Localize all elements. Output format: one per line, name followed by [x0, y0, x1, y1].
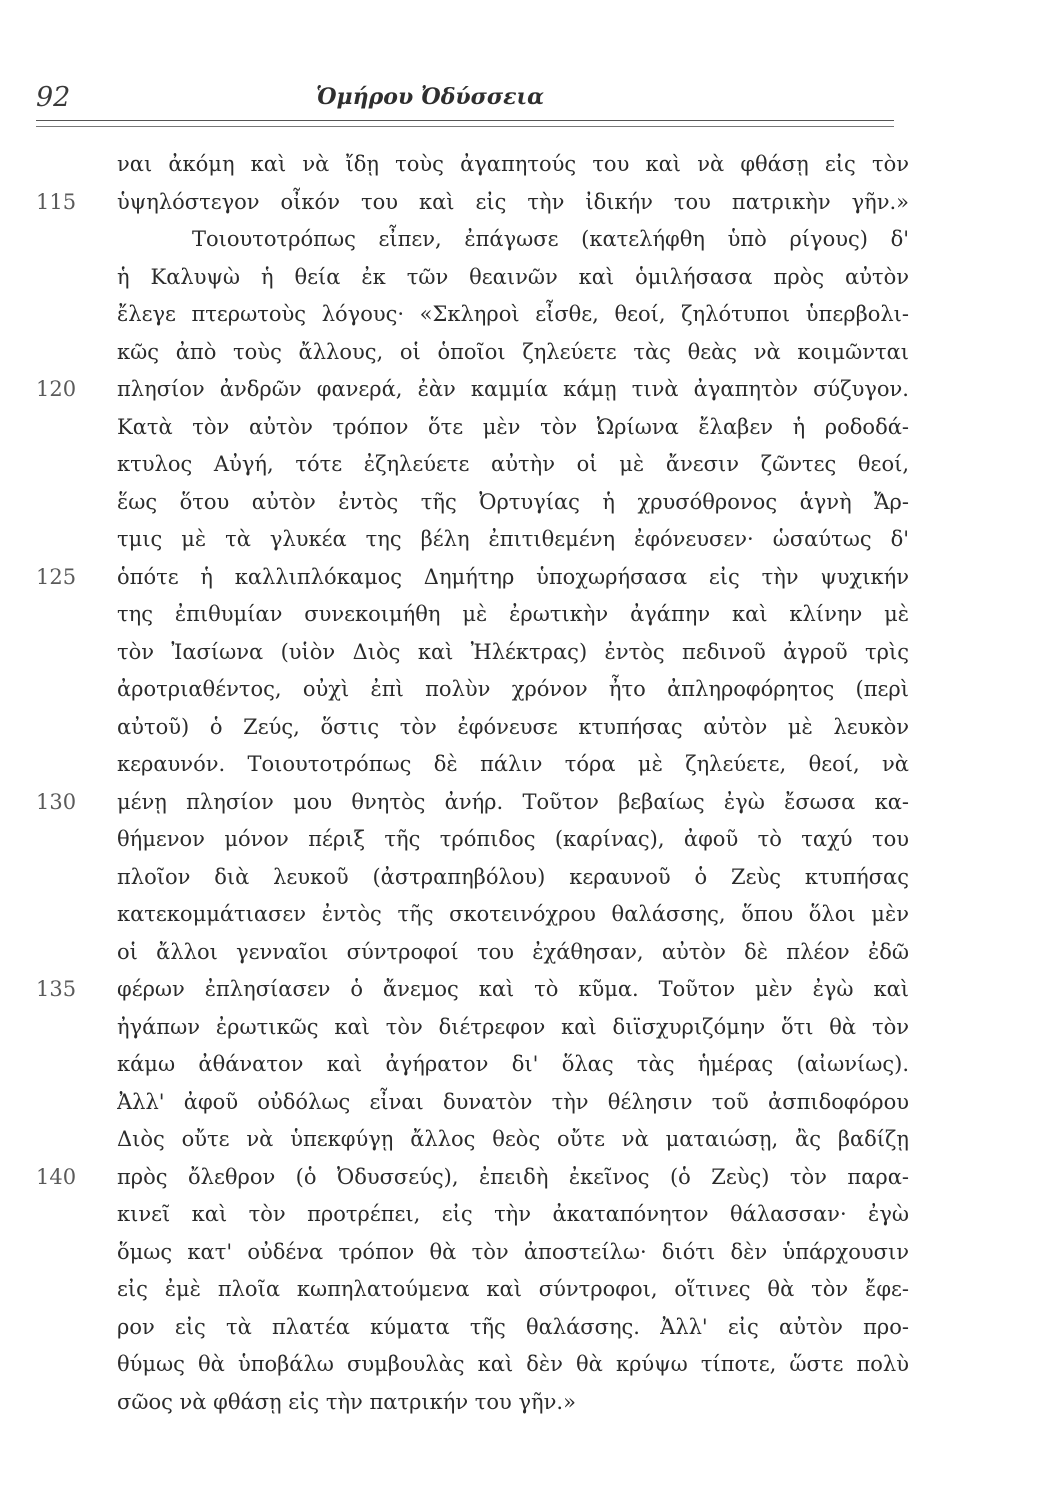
text-line: ἠγάπων ἐρωτικῶς καὶ τὸν διέτρεφον καὶ διϊσχυριζόμην ὅτι θὰ τὸν — [117, 1015, 909, 1039]
text-line: σῶος νὰ φθάσῃ εἰς τὴν πατρικήν του γῆν.» — [117, 1390, 576, 1414]
text-line: κτυλος Αὐγή, τότε ἐζηλεύετε αὐτὴν οἱ μὲ ἄνεσιν ζῶντες θεοί, — [117, 452, 909, 476]
text-line: οἱ ἄλλοι γενναῖοι σύντροφοί του ἐχάθησαν, αὐτὸν δὲ πλέον ἐδῶ — [117, 940, 909, 964]
text-line: Ἀλλ' ἀφοῦ οὐδόλως εἶναι δυνατὸν τὴν θέλησιν τοῦ ἀσπιδοφόρου — [117, 1090, 909, 1114]
text-line: πλησίον ἀνδρῶν φανερά, ἐὰν καμμία κάμῃ τινὰ ἀγαπητὸν σύζυγον. — [117, 377, 909, 401]
text-line: κινεῖ καὶ τὸν προτρέπει, εἰς τὴν ἀκαταπόνητον θάλασσαν· ἐγὼ — [117, 1202, 909, 1226]
header-rule-thin — [36, 126, 894, 127]
text-line: ἕως ὅτου αὐτὸν ἐντὸς τῆς Ὀρτυγίας ἡ χρυσόθρονος ἁγνὴ Ἄρ- — [117, 490, 909, 514]
text-line: ἡ Καλυψὼ ἡ θεία ἐκ τῶν θεαινῶν καὶ ὁμιλήσασα πρὸς αὐτὸν — [117, 265, 909, 289]
text-line: κῶς ἀπὸ τοὺς ἄλλους, οἱ ὁποῖοι ζηλεύετε τὰς θεὰς νὰ κοιμῶνται — [117, 340, 909, 364]
line-number: 140 — [36, 1165, 77, 1189]
text-line: κατεκομμάτιασεν ἐντὸς τῆς σκοτεινόχρου θαλάσσης, ὅπου ὅλοι μὲν — [117, 902, 909, 926]
text-line: ὑψηλόστεγον οἶκόν του καὶ εἰς τὴν ἰδικήν του πατρικὴν γῆν.» — [117, 190, 909, 214]
header-rule — [36, 120, 894, 121]
text-line: κεραυνόν. Τοιουτοτρόπως δὲ πάλιν τόρα μὲ ζηλεύετε, θεοί, νὰ — [117, 752, 909, 776]
text-line: ὅμως κατ' οὐδένα τρόπον θὰ τὸν ἀποστείλω· διότι δὲν ὑπάρχουσιν — [117, 1240, 909, 1264]
text-line: ἀροτριαθέντος, οὐχὶ ἐπὶ πολὺν χρόνον ἦτο ἀπληροφόρητος (περὶ — [117, 677, 909, 701]
text-line: ὁπότε ἡ καλλιπλόκαμος Δημήτηρ ὑποχωρήσασα εἰς τὴν ψυχικήν — [117, 565, 909, 589]
text-line: ρον εἰς τὰ πλατέα κύματα τῆς θαλάσσης. Ἀλλ' εἰς αὐτὸν προ- — [117, 1315, 909, 1339]
line-number: 125 — [36, 565, 77, 589]
text-line: αὐτοῦ) ὁ Ζεύς, ὅστις τὸν ἐφόνευσε κτυπήσας αὐτὸν μὲ λευκὸν — [117, 715, 909, 739]
line-number: 130 — [36, 790, 77, 814]
text-line: ἔλεγε πτερωτοὺς λόγους· «Σκληροὶ εἶσθε, θεοί, ζηλότυποι ὑπερβολι- — [117, 302, 909, 326]
text-line: πλοῖον διὰ λευκοῦ (ἀστραπηβόλου) κεραυνοῦ ὁ Ζεὺς κτυπήσας — [117, 865, 909, 889]
page-number: 92 — [36, 82, 71, 113]
page-header — [36, 82, 894, 122]
text-line: κάμω ἀθάνατον καὶ ἀγήρατον δι' ὅλας τὰς ἡμέρας (αἰωνίως). — [117, 1052, 909, 1076]
line-number: 115 — [36, 190, 77, 214]
line-number: 135 — [36, 977, 77, 1001]
text-line: της ἐπιθυμίαν συνεκοιμήθη μὲ ἐρωτικὴν ἀγάπην καὶ κλίνην μὲ — [117, 602, 909, 626]
text-line: ναι ἀκόμη καὶ νὰ ἴδῃ τοὺς ἀγαπητούς του καὶ νὰ φθάσῃ εἰς τὸν — [117, 152, 909, 176]
text-line: θήμενον μόνον πέριξ τῆς τρόπιδος (καρίνας), ἀφοῦ τὸ ταχύ του — [117, 827, 909, 851]
line-number: 120 — [36, 377, 77, 401]
text-line: Κατὰ τὸν αὐτὸν τρόπον ὅτε μὲν τὸν Ὠρίωνα ἔλαβεν ἡ ροδοδά- — [117, 415, 909, 439]
text-line: τμις μὲ τὰ γλυκέα της βέλη ἐπιτιθεμένη ἐφόνευσεν· ὡσαύτως δ' — [117, 527, 909, 551]
text-line: πρὸς ὄλεθρον (ὁ Ὀδυσσεύς), ἐπειδὴ ἐκεῖνος (ὁ Ζεὺς) τὸν παρα- — [117, 1165, 909, 1189]
text-line: Διὸς οὔτε νὰ ὑπεκφύγῃ ἄλλος θεὸς οὔτε νὰ ματαιώσῃ, ἂς βαδίζῃ — [117, 1127, 909, 1151]
text-line: φέρων ἐπλησίασεν ὁ ἄνεμος καὶ τὸ κῦμα. Τοῦτον μὲν ἐγὼ καὶ — [117, 977, 909, 1001]
running-title: Ὁμήρου Ὀδύσσεια — [316, 84, 545, 110]
text-line: εἰς ἐμὲ πλοῖα κωπηλατούμενα καὶ σύντροφοι, οἵτινες θὰ τὸν ἔφε- — [117, 1277, 909, 1301]
text-line: θύμως θὰ ὑποβάλω συμβουλὰς καὶ δὲν θὰ κρύψω τίποτε, ὥστε πολὺ — [117, 1352, 909, 1376]
text-line: μένῃ πλησίον μου θνητὸς ἀνήρ. Τοῦτον βεβαίως ἐγὼ ἔσωσα κα- — [117, 790, 909, 814]
text-line: τὸν Ἰασίωνα (υἱὸν Διὸς καὶ Ἠλέκτρας) ἐντὸς πεδινοῦ ἀγροῦ τρὶς — [117, 640, 909, 664]
text-line: Τοιουτοτρόπως εἶπεν, ἐπάγωσε (κατελήφθη ὑπὸ ρίγους) δ' — [192, 227, 909, 251]
